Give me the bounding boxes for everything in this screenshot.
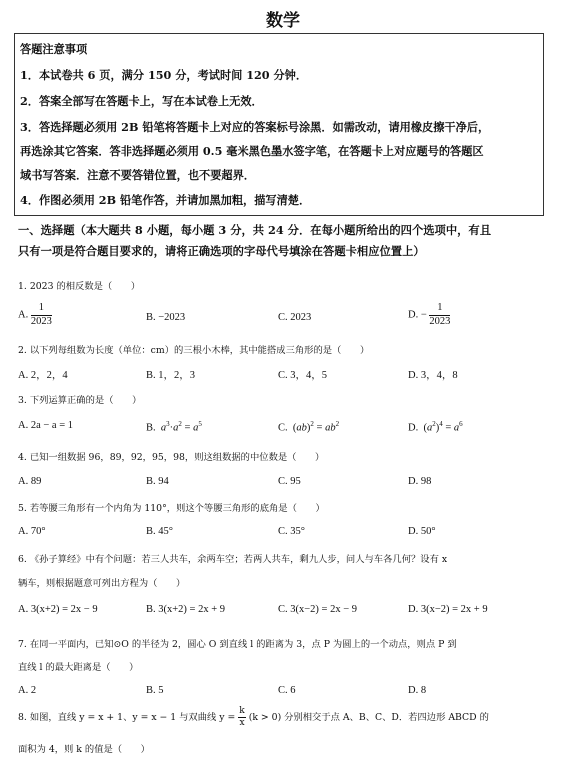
q6-option-a: A. 3(x+2) = 2x − 9: [18, 604, 98, 615]
q5-option-c: C. 35°: [278, 526, 305, 537]
q8-frac-num: k: [239, 706, 245, 716]
question-5-stem: 5. 若等腰三角形有一个内角为 110°，则这个等腰三角形的底角是（ ）: [18, 503, 325, 514]
notice-box: [14, 33, 544, 216]
notice-line-6: 4．作图必须用 2B 铅笔作答，并请加黑加粗，描写清楚．: [20, 193, 311, 207]
q1-option-b: B. −2023: [146, 312, 186, 323]
q1-option-d: [408, 303, 450, 327]
q2-option-c: C. 3，4，5: [278, 370, 328, 381]
q5-option-b: B. 45°: [146, 526, 173, 537]
question-6-stem-line-2: 辆车，则根据题意可列出方程为（ ）: [18, 578, 186, 589]
notice-line-4: 再选涂其它答案．答非选择题必须用 0.5 毫米黑色墨水签字笔，在答题卡上对应题号的答题区: [20, 144, 484, 158]
q1-d-den: 2023: [429, 315, 451, 327]
q1-option-c: C. 2023: [278, 312, 312, 323]
q1-a-num: 1: [31, 303, 52, 316]
question-6-stem-line-1: 6. 《孙子算经》中有个问题：若三人共车，余两车空；若两人共车，剩九人步，问人与车各几何？设有 x: [18, 554, 448, 565]
q7-option-d: D. 8: [408, 685, 427, 696]
q1-a-label: A.: [18, 309, 29, 321]
q4-option-d: D. 98: [408, 476, 432, 487]
q5-option-d: D. 50°: [408, 526, 436, 537]
q6-option-c: C. 3(x−2) = 2x − 9: [278, 604, 358, 615]
q3-d-label: D.: [408, 422, 419, 434]
notice-line-2: 2．答案全部写在答题卡上，写在本试卷上无效．: [20, 94, 263, 108]
q2-option-a: A. 2，2，4: [18, 370, 68, 381]
q1-a-fraction: [31, 303, 52, 327]
q1-d-label: D. −: [408, 309, 427, 321]
page-title: 数学: [266, 11, 300, 31]
q8-fraction: [238, 707, 245, 728]
question-4-stem: 4. 已知一组数据 96，89，92，95，98，则这组数据的中位数是（ ）: [18, 452, 325, 463]
q8-frac-den: x: [239, 718, 245, 728]
q7-option-c: C. 6: [278, 685, 296, 696]
q1-d-num: 1: [429, 303, 450, 316]
q7-option-a: A. 2: [18, 685, 37, 696]
notice-heading: 答题注意事项: [20, 42, 88, 56]
section-heading-line-1: 一、选择题（本大题共 8 小题，每小题 3 分，共 24 分．在每小题所给出的四个选项中，有且: [18, 223, 492, 237]
q3-option-b: B. $a^3\cdot a^2 = a^5$: [146, 420, 202, 434]
notice-line-3: 3．答选择题必须用 2B 铅笔将答题卡上对应的答案标号涂黑．如需改动，请用橡皮擦干净后，: [20, 120, 490, 134]
q1-d-fraction: [429, 303, 450, 327]
q4-option-b: B. 94: [146, 476, 169, 487]
q2-option-b: B. 1，2，3: [146, 370, 196, 381]
question-8-stem-line-1: [18, 707, 489, 728]
q3-option-a: A. 2a − a = 1: [18, 420, 73, 431]
question-2-stem: 2. 以下列每组数为长度（单位：cm）的三根小木棒，其中能搭成三角形的是（ ）: [18, 345, 370, 356]
q3-option-c: C. $(ab)^2 = ab^2$: [278, 420, 340, 434]
section-heading-line-2: 只有一项是符合题目要求的，请将正确选项的字母代号填涂在答题卡相应位置上）: [18, 244, 425, 258]
q3-b-label: B.: [146, 422, 156, 434]
q3-option-d: D. $(a^2)^4 = a^6$: [408, 420, 463, 434]
q6-option-b: B. 3(x+2) = 2x + 9: [146, 604, 226, 615]
notice-line-1: 1．本试卷共 6 页，满分 150 分，考试时间 120 分钟．: [20, 68, 308, 82]
question-3-stem: 3. 下列运算正确的是（ ）: [18, 395, 142, 406]
q8-stem-part-1: 8. 如图，直线 y = x + 1、y = x − 1 与双曲线 y =: [18, 712, 236, 723]
q6-option-d: D. 3(x−2) = 2x + 9: [408, 604, 488, 615]
q4-option-c: C. 95: [278, 476, 301, 487]
q3-c-label: C.: [278, 422, 288, 434]
q8-stem-part-2: (k > 0) 分别相交于点 A、B、C、D．若四边形 ABCD 的: [248, 712, 489, 723]
question-1-stem: 1. 2023 的相反数是（ ）: [18, 281, 141, 292]
q2-option-d: D. 3，4，8: [408, 370, 458, 381]
question-7-stem-line-1: 7. 在同一平面内，已知⊙O 的半径为 2，圆心 O 到直线 l 的距离为 3，点 P 为圆上的一个动点，则点 P 到: [18, 639, 457, 650]
q5-option-a: A. 70°: [18, 526, 46, 537]
question-7-stem-line-2: 直线 l 的最大距离是（ ）: [18, 662, 139, 673]
question-8-stem-line-2: 面积为 4，则 k 的值是（ ）: [18, 744, 150, 755]
q7-option-b: B. 5: [146, 685, 164, 696]
notice-line-5: 域书写答案．注意不要答错位置，也不要超界．: [20, 168, 255, 182]
q4-option-a: A. 89: [18, 476, 42, 487]
q1-a-den: 2023: [30, 315, 52, 327]
q1-option-a: [18, 303, 52, 327]
